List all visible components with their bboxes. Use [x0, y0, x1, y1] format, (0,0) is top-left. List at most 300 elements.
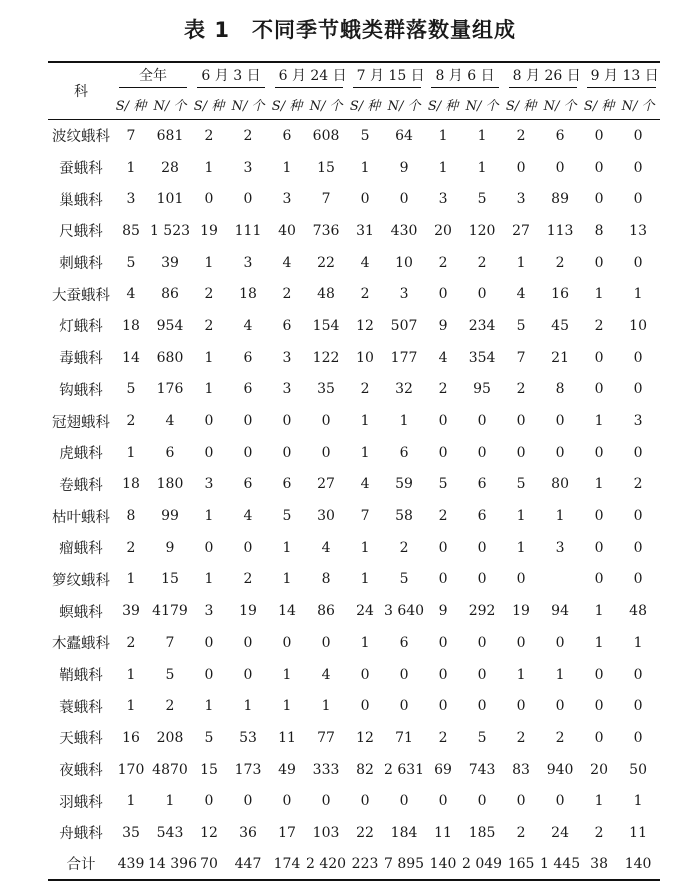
individual-count-cell: 180: [156, 476, 184, 493]
table-title: [0, 10, 700, 50]
species-count-cell: 0: [204, 191, 214, 208]
individual-count-cell: 2: [165, 698, 175, 715]
species-count-cell: 0: [204, 413, 214, 430]
species-count-cell: 5: [516, 476, 526, 493]
species-count-cell: 82: [356, 761, 374, 778]
species-count-cell: 12: [356, 729, 374, 746]
species-count-cell: 2: [594, 317, 604, 334]
species-count-cell: 0: [516, 159, 526, 176]
family-name-cell: 刺蛾科: [59, 256, 103, 273]
species-count-cell: 1: [360, 539, 370, 556]
individual-count-cell: 94: [551, 603, 569, 620]
family-name-cell: 箩纹蛾科: [52, 572, 110, 589]
individual-count-cell: 4179: [152, 603, 188, 620]
species-count-cell: 2: [204, 127, 214, 144]
species-count-cell: 2: [360, 381, 370, 398]
family-name-cell: 巢蛾科: [59, 192, 103, 209]
species-count-cell: 0: [516, 793, 526, 810]
species-count-cell: 1: [594, 793, 604, 810]
individual-count-cell: 543: [156, 824, 184, 841]
individual-count-header: N/ 个: [226, 90, 270, 120]
species-count-cell: 3: [204, 476, 214, 493]
table-row: [48, 785, 660, 817]
species-count-cell: 2: [126, 539, 136, 556]
individual-count-cell: 8: [321, 571, 331, 588]
individual-count-cell: 0: [243, 539, 253, 556]
species-count-cell: 1: [360, 634, 370, 651]
table-row: [48, 342, 660, 374]
species-count-cell: 0: [594, 159, 604, 176]
individual-count-cell: 1: [477, 127, 487, 144]
species-count-cell: 2: [126, 634, 136, 651]
individual-count-cell: 24: [551, 824, 569, 841]
species-count-cell: 11: [278, 729, 296, 746]
species-count-cell: 15: [200, 761, 218, 778]
individual-count-cell: 6: [243, 381, 253, 398]
individual-count-cell: 2: [243, 127, 253, 144]
species-count-cell: 20: [590, 761, 608, 778]
individual-count-cell: 77: [317, 729, 335, 746]
species-count-cell: 0: [360, 191, 370, 208]
group-header-label: 7 月 15 日: [353, 65, 422, 88]
group-header: [504, 62, 582, 90]
individual-count-cell: 6: [555, 127, 565, 144]
individual-count-cell: 0: [321, 634, 331, 651]
species-count-cell: 1: [360, 413, 370, 430]
table-row: [48, 310, 660, 342]
group-header: [114, 62, 192, 90]
species-count-cell: 0: [594, 191, 604, 208]
individual-count-cell: 1: [243, 698, 253, 715]
individual-count-cell: 8: [555, 381, 565, 398]
species-count-cell: 140: [429, 855, 457, 872]
individual-count-cell: 2: [399, 539, 409, 556]
species-count-cell: 4: [126, 286, 136, 303]
group-header: [348, 62, 426, 90]
header-row-metrics: [48, 90, 660, 120]
individual-count-cell: 6: [165, 444, 175, 461]
family-name-cell: 瘤蛾科: [59, 541, 103, 558]
table-row: [48, 120, 660, 152]
individual-count-cell: 7: [321, 191, 331, 208]
individual-count-cell: 0: [633, 349, 643, 366]
species-count-cell: 1: [516, 539, 526, 556]
individual-count-cell: 9: [399, 159, 409, 176]
individual-count-cell: 0: [633, 508, 643, 525]
individual-count-cell: 608: [312, 127, 340, 144]
individual-count-cell: 101: [156, 191, 184, 208]
species-count-cell: 5: [126, 381, 136, 398]
family-name-cell: 枯叶蛾科: [52, 509, 110, 526]
species-count-cell: 11: [434, 824, 452, 841]
individual-count-cell: 2: [243, 571, 253, 588]
individual-count-cell: 0: [399, 666, 409, 683]
table-row: [48, 627, 660, 659]
individual-count-cell: 4: [243, 508, 253, 525]
table-row: [48, 659, 660, 691]
individual-count-cell: 0: [477, 286, 487, 303]
individual-count-cell: 0: [477, 539, 487, 556]
individual-count-cell: 0: [555, 634, 565, 651]
individual-count-cell: 0: [399, 698, 409, 715]
individual-count-cell: 5: [477, 729, 487, 746]
species-count-header: S/ 种: [348, 90, 382, 120]
species-count-header: S/ 种: [270, 90, 304, 120]
species-count-cell: 1: [126, 666, 136, 683]
species-count-cell: 0: [282, 793, 292, 810]
species-count-cell: 223: [351, 855, 379, 872]
individual-count-cell: 0: [633, 191, 643, 208]
individual-count-cell: 234: [468, 317, 496, 334]
species-count-cell: 0: [438, 793, 448, 810]
individual-count-cell: 5: [399, 571, 409, 588]
individual-count-cell: 5: [165, 666, 175, 683]
individual-count-cell: 89: [551, 191, 569, 208]
species-count-cell: 1: [126, 159, 136, 176]
species-count-cell: 7: [126, 127, 136, 144]
species-count-cell: 1: [360, 159, 370, 176]
species-count-cell: 0: [594, 666, 604, 683]
individual-count-cell: 0: [633, 666, 643, 683]
individual-count-cell: 3: [633, 413, 643, 430]
species-count-cell: 2: [126, 413, 136, 430]
individual-count-cell: 15: [317, 159, 335, 176]
family-name-cell: 灯蛾科: [59, 319, 103, 336]
individual-count-cell: 140: [624, 855, 652, 872]
species-count-cell: 0: [516, 413, 526, 430]
species-count-cell: 4: [438, 349, 448, 366]
individual-count-cell: 0: [477, 793, 487, 810]
species-count-cell: 1: [516, 254, 526, 271]
individual-count-header: N/ 个: [538, 90, 582, 120]
species-count-cell: 1: [516, 508, 526, 525]
individual-count-cell: 6: [399, 444, 409, 461]
species-count-cell: 0: [282, 444, 292, 461]
species-count-cell: 0: [438, 571, 448, 588]
species-count-cell: 22: [356, 824, 374, 841]
table-row: [48, 564, 660, 596]
species-count-cell: 3: [516, 191, 526, 208]
individual-count-cell: 0: [633, 571, 643, 588]
individual-count-cell: 3: [399, 286, 409, 303]
individual-count-cell: 0: [477, 698, 487, 715]
individual-count-cell: 1 523: [149, 222, 191, 239]
individual-count-cell: 2 049: [462, 855, 503, 872]
individual-count-cell: 27: [317, 476, 335, 493]
species-count-cell: 1: [360, 571, 370, 588]
species-count-cell: 14: [122, 349, 140, 366]
species-count-cell: 1: [594, 286, 604, 303]
species-count-cell: 1: [438, 159, 448, 176]
species-count-cell: 69: [434, 761, 452, 778]
individual-count-cell: 680: [156, 349, 184, 366]
species-count-cell: 0: [438, 634, 448, 651]
individual-count-cell: 354: [468, 349, 496, 366]
individual-count-cell: 4: [321, 666, 331, 683]
species-count-cell: 0: [594, 444, 604, 461]
species-count-cell: 0: [594, 729, 604, 746]
individual-count-cell: 39: [161, 254, 179, 271]
species-count-cell: 0: [360, 793, 370, 810]
species-count-cell: 2: [438, 729, 448, 746]
species-count-cell: 0: [438, 286, 448, 303]
species-count-cell: 7: [360, 508, 370, 525]
family-name-cell: 羽蛾科: [59, 794, 103, 811]
species-count-cell: 0: [204, 666, 214, 683]
family-name-cell: 尺蛾科: [59, 224, 103, 241]
individual-count-cell: 0: [477, 666, 487, 683]
species-count-cell: 1: [594, 603, 604, 620]
species-count-cell: 0: [516, 571, 526, 588]
species-count-cell: 0: [594, 349, 604, 366]
individual-count-cell: 36: [239, 824, 257, 841]
individual-count-cell: 0: [477, 413, 487, 430]
individual-count-cell: 1: [555, 666, 565, 683]
species-count-cell: 31: [356, 222, 374, 239]
species-count-cell: 0: [360, 698, 370, 715]
species-count-cell: 6: [282, 317, 292, 334]
individual-count-cell: 0: [633, 254, 643, 271]
table-row: [48, 152, 660, 184]
species-count-cell: 0: [204, 634, 214, 651]
species-count-cell: 4: [360, 476, 370, 493]
species-count-cell: 2: [360, 286, 370, 303]
species-count-cell: 49: [278, 761, 296, 778]
species-count-cell: 0: [282, 634, 292, 651]
individual-count-cell: 1: [399, 413, 409, 430]
species-count-cell: 2: [438, 254, 448, 271]
species-count-cell: 2: [204, 286, 214, 303]
table-row: [48, 183, 660, 215]
species-count-cell: 18: [122, 317, 140, 334]
species-count-cell: 3: [126, 191, 136, 208]
individual-count-cell: 53: [239, 729, 257, 746]
individual-count-cell: 45: [551, 317, 569, 334]
family-name-cell: 冠翅蛾科: [52, 414, 110, 431]
table-caption: 不同季节蛾类群落数量组成: [251, 18, 516, 42]
table-row: [48, 690, 660, 722]
species-count-cell: 0: [594, 254, 604, 271]
individual-count-cell: 0: [243, 444, 253, 461]
species-count-cell: 1: [204, 381, 214, 398]
individual-count-cell: 184: [390, 824, 418, 841]
species-count-cell: 2: [516, 127, 526, 144]
individual-count-cell: 15: [161, 571, 179, 588]
species-count-cell: 0: [360, 666, 370, 683]
species-count-cell: 0: [594, 508, 604, 525]
individual-count-cell: 154: [312, 317, 340, 334]
individual-count-cell: 22: [317, 254, 335, 271]
individual-count-cell: 2: [633, 476, 643, 493]
individual-count-cell: 4: [243, 317, 253, 334]
individual-count-cell: 940: [546, 761, 574, 778]
species-count-cell: 24: [356, 603, 374, 620]
individual-count-cell: 177: [390, 349, 418, 366]
species-count-cell: 83: [512, 761, 530, 778]
individual-count-cell: 7: [165, 634, 175, 651]
individual-count-cell: 0: [321, 413, 331, 430]
species-count-header: S/ 种: [582, 90, 616, 120]
individual-count-cell: 0: [243, 191, 253, 208]
individual-count-cell: 430: [390, 222, 418, 239]
species-count-cell: 5: [126, 254, 136, 271]
group-header: [270, 62, 348, 90]
individual-count-cell: 19: [239, 603, 257, 620]
species-count-cell: 0: [438, 413, 448, 430]
species-count-cell: 3: [282, 381, 292, 398]
species-count-cell: 0: [594, 539, 604, 556]
individual-count-cell: 6: [243, 476, 253, 493]
individual-count-cell: 48: [629, 603, 647, 620]
individual-count-cell: 0: [477, 634, 487, 651]
group-header-label: 8 月 26 日: [509, 65, 578, 88]
species-count-cell: 8: [126, 508, 136, 525]
species-count-cell: 3: [282, 191, 292, 208]
moth-community-table: [48, 61, 660, 881]
species-count-cell: 70: [200, 855, 218, 872]
table-row: [48, 405, 660, 437]
family-name-cell: 蓑蛾科: [59, 699, 103, 716]
individual-count-cell: 3: [243, 159, 253, 176]
species-count-cell: 5: [282, 508, 292, 525]
species-count-cell: 10: [356, 349, 374, 366]
individual-count-cell: 0: [633, 729, 643, 746]
individual-count-cell: 0: [633, 444, 643, 461]
individual-count-header: N/ 个: [304, 90, 348, 120]
species-count-cell: 1: [282, 698, 292, 715]
individual-count-cell: 120: [468, 222, 496, 239]
family-name-cell: 木蠹蛾科: [52, 636, 110, 653]
table-row: [48, 437, 660, 469]
species-count-cell: 1: [282, 159, 292, 176]
individual-count-cell: 176: [156, 381, 184, 398]
individual-count-cell: 122: [312, 349, 340, 366]
individual-count-cell: 0: [243, 666, 253, 683]
individual-count-cell: 4: [165, 413, 175, 430]
individual-count-cell: 10: [629, 317, 647, 334]
individual-count-cell: 2: [555, 729, 565, 746]
individual-count-cell: 507: [390, 317, 418, 334]
individual-count-cell: 5: [477, 191, 487, 208]
individual-count-cell: 173: [234, 761, 262, 778]
table-row: [48, 500, 660, 532]
species-count-cell: 14: [278, 603, 296, 620]
species-count-cell: 170: [117, 761, 145, 778]
individual-count-cell: 111: [234, 222, 262, 239]
family-name-cell: 虎蛾科: [59, 446, 103, 463]
species-count-cell: 4: [282, 254, 292, 271]
individual-count-cell: 1: [165, 793, 175, 810]
species-count-cell: 17: [278, 824, 296, 841]
species-count-cell: 1: [594, 413, 604, 430]
group-header: [426, 62, 504, 90]
individual-count-cell: 0: [477, 571, 487, 588]
individual-count-cell: 13: [629, 222, 647, 239]
individual-count-cell: 1: [633, 286, 643, 303]
species-count-cell: 0: [594, 381, 604, 398]
species-count-cell: 3: [282, 349, 292, 366]
individual-count-cell: 18: [239, 286, 257, 303]
species-count-cell: 0: [438, 444, 448, 461]
species-count-cell: 165: [507, 855, 535, 872]
individual-count-cell: 86: [317, 603, 335, 620]
species-count-cell: 5: [360, 127, 370, 144]
group-header-label: 6 月 3 日: [197, 65, 266, 88]
individual-count-cell: 21: [551, 349, 569, 366]
group-header-label: 6 月 24 日: [275, 65, 344, 88]
species-count-cell: 7: [516, 349, 526, 366]
species-count-cell: 1: [282, 539, 292, 556]
individual-count-cell: 0: [243, 413, 253, 430]
family-name-cell: 大蚕蛾科: [52, 287, 110, 304]
species-count-cell: 1: [204, 254, 214, 271]
species-count-cell: 1: [126, 571, 136, 588]
species-count-cell: 18: [122, 476, 140, 493]
individual-count-header: N/ 个: [460, 90, 504, 120]
individual-count-cell: 103: [312, 824, 340, 841]
species-count-cell: 2: [516, 381, 526, 398]
individual-count-cell: 447: [234, 855, 262, 872]
individual-count-cell: 64: [395, 127, 413, 144]
individual-count-cell: 0: [399, 191, 409, 208]
table-row: [48, 595, 660, 627]
species-count-cell: 1: [126, 444, 136, 461]
species-count-cell: 0: [594, 127, 604, 144]
individual-count-header: N/ 个: [616, 90, 660, 120]
species-count-cell: 1: [282, 666, 292, 683]
group-header: [192, 62, 270, 90]
individual-count-cell: 0: [243, 634, 253, 651]
species-count-cell: 5: [438, 476, 448, 493]
species-count-header: S/ 种: [114, 90, 148, 120]
individual-count-cell: 3: [243, 254, 253, 271]
individual-count-cell: 0: [633, 539, 643, 556]
species-count-cell: 0: [516, 634, 526, 651]
individual-count-cell: 333: [312, 761, 340, 778]
individual-count-cell: 30: [317, 508, 335, 525]
individual-count-cell: 35: [317, 381, 335, 398]
individual-count-cell: 28: [161, 159, 179, 176]
individual-count-cell: 1: [477, 159, 487, 176]
species-count-cell: 3: [438, 191, 448, 208]
species-count-cell: 27: [512, 222, 530, 239]
species-count-cell: 1: [282, 571, 292, 588]
individual-count-cell: 50: [629, 761, 647, 778]
individual-count-cell: 80: [551, 476, 569, 493]
individual-count-cell: 0: [633, 159, 643, 176]
individual-count-cell: 99: [161, 508, 179, 525]
species-count-cell: 6: [282, 127, 292, 144]
individual-count-cell: 736: [312, 222, 340, 239]
individual-count-cell: 71: [395, 729, 413, 746]
individual-count-cell: 1: [321, 698, 331, 715]
individual-count-cell: 1: [555, 508, 565, 525]
group-header-label: 8 月 6 日: [431, 65, 500, 88]
individual-count-cell: 7 895: [383, 855, 425, 872]
total-row: [48, 849, 660, 880]
species-count-cell: 0: [594, 571, 604, 588]
species-count-cell: 40: [278, 222, 296, 239]
species-count-cell: 9: [438, 603, 448, 620]
species-count-cell: 4: [360, 254, 370, 271]
family-name-cell: 鞘蛾科: [59, 668, 103, 685]
individual-count-cell: 2 631: [383, 761, 425, 778]
individual-count-header: N/ 个: [382, 90, 426, 120]
table-row: [48, 754, 660, 786]
species-count-cell: 1: [126, 793, 136, 810]
individual-count-cell: 1: [633, 634, 643, 651]
species-count-cell: 1: [204, 698, 214, 715]
